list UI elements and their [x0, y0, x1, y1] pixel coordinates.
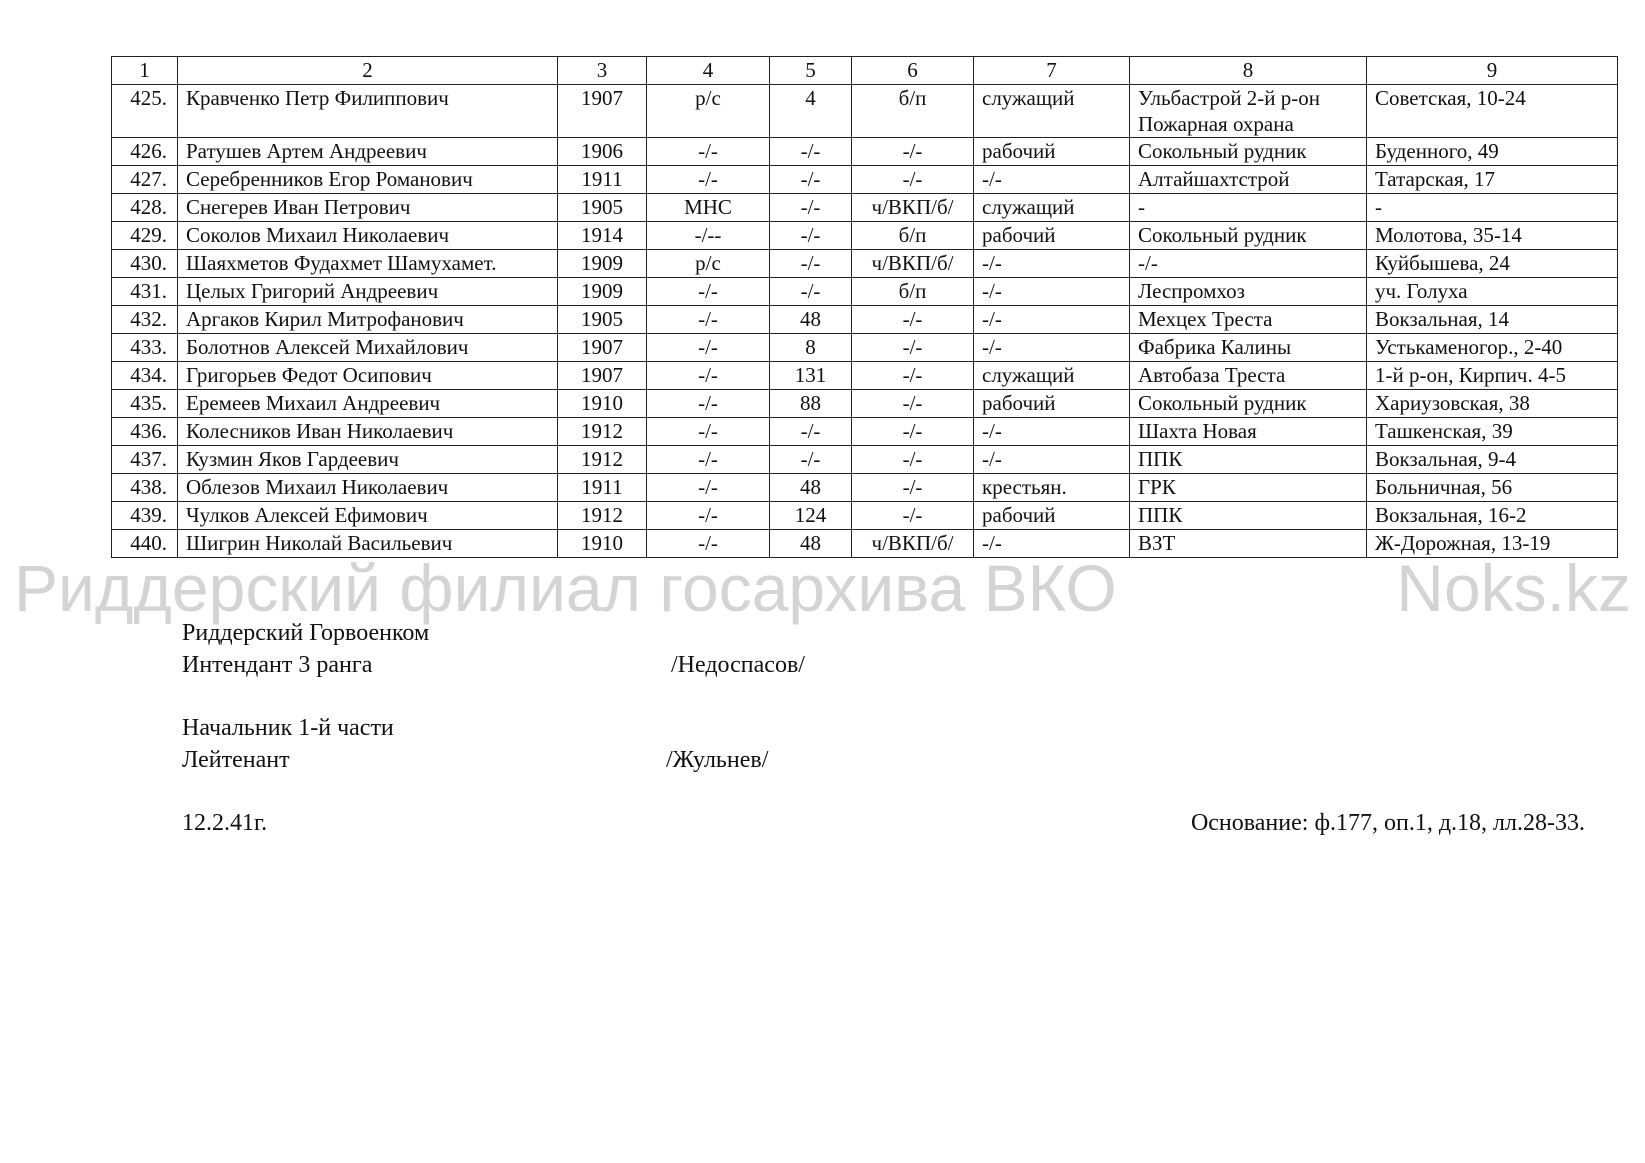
cell-col-4: -/- [647, 334, 770, 362]
cell-col-4: -/-- [647, 222, 770, 250]
cell-workplace: Сокольный рудник [1130, 390, 1367, 418]
cell-row-number: 436. [112, 418, 178, 446]
signature-name-1: /Недоспасов/ [671, 652, 805, 678]
cell-occupation: служащий [974, 85, 1130, 138]
cell-occupation: -/- [974, 530, 1130, 558]
column-header-6: 6 [852, 57, 974, 85]
cell-workplace: Сокольный рудник [1130, 222, 1367, 250]
cell-col-4: -/- [647, 390, 770, 418]
signature-office: Риддерский Горвоенком [182, 620, 430, 646]
table-row [112, 474, 1618, 502]
cell-full-name: Шигрин Николай Васильевич [178, 530, 558, 558]
cell-col-4: -/- [647, 138, 770, 166]
cell-birth-year: 1909 [558, 278, 647, 306]
watermark-site: Noks.kz [1396, 551, 1631, 625]
cell-address: - [1367, 194, 1618, 222]
archive-basis: Основание: ф.177, оп.1, д.18, лл.28-33. [1190, 810, 1585, 836]
cell-col-5: -/- [770, 194, 852, 222]
column-header-7: 7 [974, 57, 1130, 85]
cell-occupation: -/- [974, 418, 1130, 446]
table-row [112, 390, 1618, 418]
table-row [112, 222, 1618, 250]
cell-col-5: 48 [770, 474, 852, 502]
cell-party: б/п [852, 85, 974, 138]
cell-workplace: -/- [1130, 250, 1367, 278]
cell-address: Татарская, 17 [1367, 166, 1618, 194]
cell-workplace: ВЗТ [1130, 530, 1367, 558]
cell-col-5: 131 [770, 362, 852, 390]
cell-full-name: Еремеев Михаил Андреевич [178, 390, 558, 418]
column-header-2: 2 [178, 57, 558, 85]
cell-workplace: ППК [1130, 446, 1367, 474]
cell-birth-year: 1912 [558, 418, 647, 446]
cell-birth-year: 1912 [558, 502, 647, 530]
cell-col-5: 8 [770, 334, 852, 362]
cell-col-5: -/- [770, 278, 852, 306]
cell-row-number: 433. [112, 334, 178, 362]
cell-birth-year: 1910 [558, 390, 647, 418]
cell-full-name: Колесников Иван Николаевич [178, 418, 558, 446]
cell-occupation: рабочий [974, 138, 1130, 166]
cell-col-5: 48 [770, 306, 852, 334]
cell-full-name: Шаяхметов Фудахмет Шамухамет. [178, 250, 558, 278]
cell-full-name: Болотнов Алексей Михайлович [178, 334, 558, 362]
cell-birth-year: 1909 [558, 250, 647, 278]
signature-rank-2: Лейтенант [182, 747, 290, 773]
cell-col-4: -/- [647, 166, 770, 194]
cell-col-5: 48 [770, 530, 852, 558]
cell-party: -/- [852, 390, 974, 418]
cell-workplace: Шахта Новая [1130, 418, 1367, 446]
cell-party: -/- [852, 334, 974, 362]
cell-workplace: ГРК [1130, 474, 1367, 502]
column-header-8: 8 [1130, 57, 1367, 85]
cell-occupation: -/- [974, 278, 1130, 306]
column-header-4: 4 [647, 57, 770, 85]
cell-row-number: 428. [112, 194, 178, 222]
column-header-1: 1 [112, 57, 178, 85]
table-row [112, 138, 1618, 166]
cell-occupation: рабочий [974, 390, 1130, 418]
cell-occupation: -/- [974, 306, 1130, 334]
cell-col-5: -/- [770, 250, 852, 278]
table-row [112, 194, 1618, 222]
cell-address: Больничная, 56 [1367, 474, 1618, 502]
cell-birth-year: 1911 [558, 474, 647, 502]
cell-address: Буденного, 49 [1367, 138, 1618, 166]
column-header-5: 5 [770, 57, 852, 85]
cell-occupation: рабочий [974, 502, 1130, 530]
cell-party: -/- [852, 446, 974, 474]
cell-col-4: -/- [647, 474, 770, 502]
cell-col-5: -/- [770, 222, 852, 250]
cell-col-5: -/- [770, 166, 852, 194]
cell-birth-year: 1912 [558, 446, 647, 474]
table-row [112, 502, 1618, 530]
cell-workplace: ППК [1130, 502, 1367, 530]
cell-workplace: Автобаза Треста [1130, 362, 1367, 390]
cell-party: -/- [852, 306, 974, 334]
cell-row-number: 437. [112, 446, 178, 474]
cell-birth-year: 1905 [558, 306, 647, 334]
column-header-9: 9 [1367, 57, 1618, 85]
column-header-3: 3 [558, 57, 647, 85]
cell-row-number: 439. [112, 502, 178, 530]
cell-row-number: 438. [112, 474, 178, 502]
cell-party: ч/ВКП/б/ [852, 250, 974, 278]
cell-address: Куйбышева, 24 [1367, 250, 1618, 278]
cell-col-5: 4 [770, 85, 852, 138]
cell-col-4: -/- [647, 446, 770, 474]
cell-birth-year: 1907 [558, 85, 647, 138]
roster-table [111, 56, 1618, 558]
cell-party: -/- [852, 418, 974, 446]
cell-workplace: - [1130, 194, 1367, 222]
cell-birth-year: 1910 [558, 530, 647, 558]
table-row [112, 250, 1618, 278]
cell-col-5: -/- [770, 446, 852, 474]
signature-rank-1: Интендант 3 ранга [182, 652, 373, 678]
cell-row-number: 425. [112, 85, 178, 138]
cell-col-4: -/- [647, 418, 770, 446]
cell-party: б/п [852, 278, 974, 306]
table-row [112, 446, 1618, 474]
cell-full-name: Кравченко Петр Филиппович [178, 85, 558, 138]
signature-position-2: Начальник 1-й части [182, 715, 394, 741]
cell-col-4: -/- [647, 362, 770, 390]
cell-workplace: Ульбастрой 2-й р-он Пожарная охрана [1130, 85, 1367, 138]
cell-birth-year: 1914 [558, 222, 647, 250]
table-row [112, 306, 1618, 334]
table-row [112, 362, 1618, 390]
cell-col-5: 124 [770, 502, 852, 530]
cell-address: 1-й р-он, Кирпич. 4-5 [1367, 362, 1618, 390]
cell-address: Вокзальная, 14 [1367, 306, 1618, 334]
cell-address: Молотова, 35-14 [1367, 222, 1618, 250]
cell-col-4: р/с [647, 85, 770, 138]
cell-address: Вокзальная, 16-2 [1367, 502, 1618, 530]
cell-party: -/- [852, 166, 974, 194]
cell-row-number: 434. [112, 362, 178, 390]
cell-party: -/- [852, 138, 974, 166]
cell-address: Советская, 10-24 [1367, 85, 1618, 138]
cell-col-4: р/с [647, 250, 770, 278]
cell-occupation: -/- [974, 250, 1130, 278]
cell-col-4: -/- [647, 530, 770, 558]
cell-address: Устькаменогор., 2-40 [1367, 334, 1618, 362]
cell-row-number: 430. [112, 250, 178, 278]
cell-col-4: МНС [647, 194, 770, 222]
cell-address: Ташкенская, 39 [1367, 418, 1618, 446]
cell-address: уч. Голуха [1367, 278, 1618, 306]
cell-workplace: Сокольный рудник [1130, 138, 1367, 166]
cell-occupation: -/- [974, 446, 1130, 474]
table-row [112, 278, 1618, 306]
cell-occupation: рабочий [974, 222, 1130, 250]
cell-row-number: 431. [112, 278, 178, 306]
cell-full-name: Григорьев Федот Осипович [178, 362, 558, 390]
cell-birth-year: 1906 [558, 138, 647, 166]
cell-full-name: Кузмин Яков Гардеевич [178, 446, 558, 474]
cell-party: -/- [852, 502, 974, 530]
cell-workplace: Мехцех Треста [1130, 306, 1367, 334]
cell-col-4: -/- [647, 278, 770, 306]
cell-birth-year: 1911 [558, 166, 647, 194]
cell-row-number: 432. [112, 306, 178, 334]
table-row [112, 334, 1618, 362]
watermark-archive: Риддерский филиал госархива ВКО [14, 551, 1117, 625]
cell-occupation: -/- [974, 334, 1130, 362]
signature-name-2: /Жульнев/ [666, 747, 769, 773]
cell-occupation: крестьян. [974, 474, 1130, 502]
cell-full-name: Аргаков Кирил Митрофанович [178, 306, 558, 334]
cell-party: б/п [852, 222, 974, 250]
cell-col-5: 88 [770, 390, 852, 418]
cell-workplace: Алтайшахтстрой [1130, 166, 1367, 194]
cell-full-name: Чулков Алексей Ефимович [178, 502, 558, 530]
cell-party: ч/ВКП/б/ [852, 194, 974, 222]
cell-full-name: Облезов Михаил Николаевич [178, 474, 558, 502]
cell-party: ч/ВКП/б/ [852, 530, 974, 558]
cell-birth-year: 1907 [558, 334, 647, 362]
cell-occupation: служащий [974, 362, 1130, 390]
table-row [112, 85, 1618, 138]
cell-row-number: 435. [112, 390, 178, 418]
cell-row-number: 429. [112, 222, 178, 250]
table-row [112, 166, 1618, 194]
cell-full-name: Серебренников Егор Романович [178, 166, 558, 194]
cell-full-name: Целых Григорий Андреевич [178, 278, 558, 306]
cell-row-number: 440. [112, 530, 178, 558]
cell-occupation: -/- [974, 166, 1130, 194]
cell-address: Ж-Дорожная, 13-19 [1367, 530, 1618, 558]
table-row [112, 418, 1618, 446]
cell-party: -/- [852, 474, 974, 502]
cell-workplace: Фабрика Калины [1130, 334, 1367, 362]
cell-birth-year: 1907 [558, 362, 647, 390]
cell-party: -/- [852, 362, 974, 390]
cell-occupation: служащий [974, 194, 1130, 222]
cell-col-4: -/- [647, 306, 770, 334]
cell-col-5: -/- [770, 418, 852, 446]
cell-full-name: Снегерев Иван Петрович [178, 194, 558, 222]
cell-birth-year: 1905 [558, 194, 647, 222]
cell-full-name: Соколов Михаил Николаевич [178, 222, 558, 250]
cell-address: Хариузовская, 38 [1367, 390, 1618, 418]
cell-workplace: Леспромхоз [1130, 278, 1367, 306]
cell-row-number: 426. [112, 138, 178, 166]
cell-full-name: Ратушев Артем Андреевич [178, 138, 558, 166]
document-date: 12.2.41г. [182, 810, 268, 836]
table-body [112, 85, 1618, 558]
cell-col-4: -/- [647, 502, 770, 530]
cell-address: Вокзальная, 9-4 [1367, 446, 1618, 474]
cell-col-5: -/- [770, 138, 852, 166]
header-row [112, 57, 1618, 85]
cell-row-number: 427. [112, 166, 178, 194]
